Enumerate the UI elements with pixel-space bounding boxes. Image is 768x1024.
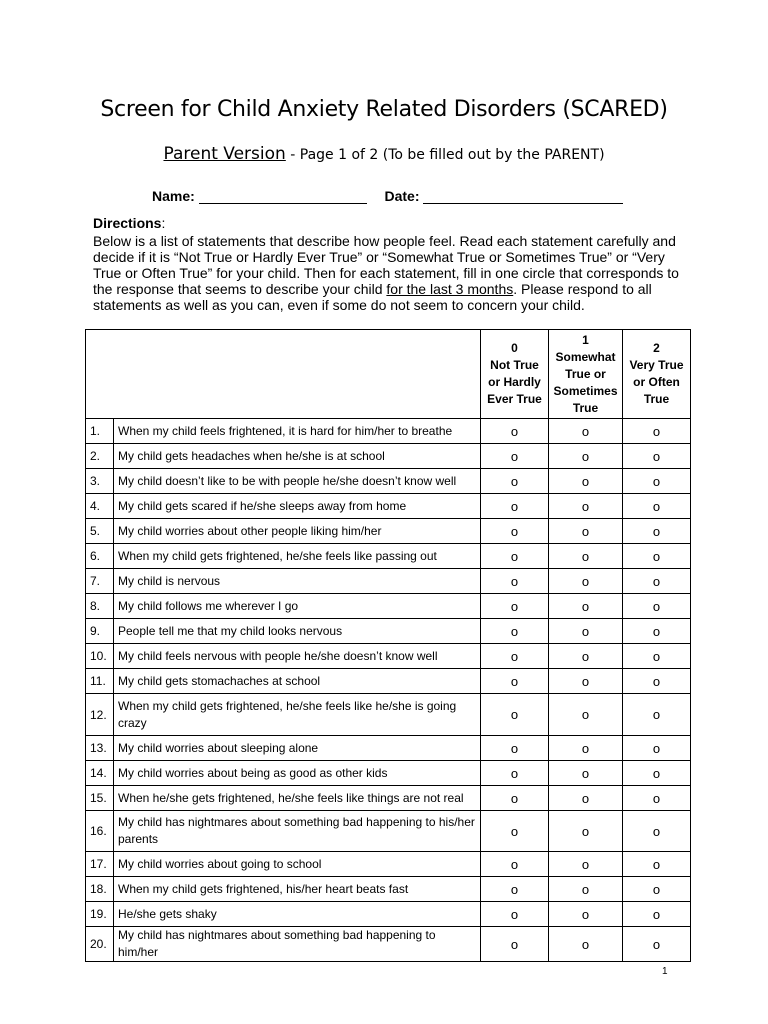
- response-circle-1[interactable]: o: [549, 736, 623, 761]
- response-circle-1[interactable]: o: [549, 419, 623, 444]
- response-circle-1[interactable]: o: [549, 594, 623, 619]
- response-circle-0[interactable]: o: [481, 569, 549, 594]
- response-circle-1[interactable]: o: [549, 644, 623, 669]
- item-text: When my child gets frightened, he/she feels like he/she is going crazy: [114, 694, 481, 736]
- item-number: 3.: [86, 469, 114, 494]
- response-circle-0[interactable]: o: [481, 594, 549, 619]
- page-number: 1: [662, 966, 668, 977]
- item-text: When he/she gets frightened, he/she feels like things are not real: [114, 786, 481, 811]
- response-circle-1[interactable]: o: [549, 544, 623, 569]
- table-row: [86, 736, 691, 761]
- item-text: My child worries about sleeping alone: [114, 736, 481, 761]
- header-blank: [86, 330, 481, 419]
- item-text: My child gets headaches when he/she is at school: [114, 444, 481, 469]
- response-circle-1[interactable]: o: [549, 619, 623, 644]
- item-text: My child worries about other people liking him/her: [114, 519, 481, 544]
- item-text: He/she gets shaky: [114, 902, 481, 927]
- response-circle-1[interactable]: o: [549, 569, 623, 594]
- item-text: My child follows me wherever I go: [114, 594, 481, 619]
- table-row: [86, 811, 691, 852]
- response-circle-2[interactable]: o: [623, 761, 691, 786]
- item-number: 7.: [86, 569, 114, 594]
- response-circle-2[interactable]: o: [623, 544, 691, 569]
- item-number: 6.: [86, 544, 114, 569]
- date-label: Date: [384, 188, 415, 204]
- item-number: 13.: [86, 736, 114, 761]
- response-circle-2[interactable]: o: [623, 786, 691, 811]
- response-circle-0[interactable]: o: [481, 694, 549, 736]
- response-circle-1[interactable]: o: [549, 444, 623, 469]
- item-text: My child is nervous: [114, 569, 481, 594]
- response-circle-0[interactable]: o: [481, 619, 549, 644]
- item-number: 10.: [86, 644, 114, 669]
- response-circle-2[interactable]: o: [623, 419, 691, 444]
- response-circle-2[interactable]: o: [623, 644, 691, 669]
- response-circle-2[interactable]: o: [623, 519, 691, 544]
- response-circle-1[interactable]: o: [549, 694, 623, 736]
- item-number: 16.: [86, 811, 114, 852]
- response-circle-0[interactable]: o: [481, 786, 549, 811]
- item-text: My child gets scared if he/she sleeps away from home: [114, 494, 481, 519]
- item-text: My child has nightmares about something bad happening to his/her parents: [114, 811, 481, 852]
- item-number: 11.: [86, 669, 114, 694]
- item-number: 20.: [86, 927, 114, 962]
- response-circle-2[interactable]: o: [623, 902, 691, 927]
- response-circle-2[interactable]: o: [623, 594, 691, 619]
- column-header-1: 1 Somewhat True or Sometimes True: [549, 330, 623, 419]
- item-text: My child has nightmares about something bad happening to him/her: [114, 927, 481, 962]
- item-text: When my child gets frightened, his/her heart beats fast: [114, 877, 481, 902]
- item-number: 4.: [86, 494, 114, 519]
- response-circle-1[interactable]: o: [549, 469, 623, 494]
- response-circle-1[interactable]: o: [549, 786, 623, 811]
- response-circle-0[interactable]: o: [481, 444, 549, 469]
- response-circle-0[interactable]: o: [481, 927, 549, 962]
- response-circle-2[interactable]: o: [623, 736, 691, 761]
- response-circle-2[interactable]: o: [623, 927, 691, 962]
- item-text: People tell me that my child looks nervous: [114, 619, 481, 644]
- item-text: My child doesn’t like to be with people he/she doesn’t know well: [114, 469, 481, 494]
- item-text: My child worries about being as good as other kids: [114, 761, 481, 786]
- response-circle-1[interactable]: o: [549, 669, 623, 694]
- version-label: Parent Version: [163, 144, 286, 164]
- item-text: My child feels nervous with people he/she doesn’t know well: [114, 644, 481, 669]
- response-circle-2[interactable]: o: [623, 494, 691, 519]
- table-row: [86, 927, 691, 962]
- table-row: [86, 519, 691, 544]
- item-number: 5.: [86, 519, 114, 544]
- response-circle-2[interactable]: o: [623, 444, 691, 469]
- subtitle: [0, 144, 768, 164]
- response-circle-0[interactable]: o: [481, 902, 549, 927]
- item-number: 17.: [86, 852, 114, 877]
- name-date-row: Name: Date:: [152, 188, 623, 204]
- response-circle-2[interactable]: o: [623, 694, 691, 736]
- name-label: Name: [152, 188, 191, 204]
- table-row: [86, 786, 691, 811]
- subtitle-rest: - Page 1 of 2 (To be filled out by the PARENT): [285, 147, 605, 163]
- response-circle-0[interactable]: o: [481, 761, 549, 786]
- page-title: Screen for Child Anxiety Related Disorders (SCARED): [100, 97, 668, 122]
- response-circle-0[interactable]: o: [481, 494, 549, 519]
- table-row: [86, 644, 691, 669]
- table-row: [86, 902, 691, 927]
- table-row: [86, 594, 691, 619]
- item-text: When my child gets frightened, he/she feels like passing out: [114, 544, 481, 569]
- response-circle-0[interactable]: o: [481, 419, 549, 444]
- response-circle-1[interactable]: o: [549, 811, 623, 852]
- column-header-2: 2 Very True or Often True: [623, 330, 691, 419]
- name-field[interactable]: [199, 189, 367, 204]
- response-circle-1[interactable]: o: [549, 852, 623, 877]
- table-row: [86, 469, 691, 494]
- response-circle-0[interactable]: o: [481, 519, 549, 544]
- response-circle-1[interactable]: o: [549, 927, 623, 962]
- response-circle-2[interactable]: o: [623, 877, 691, 902]
- item-number: 18.: [86, 877, 114, 902]
- response-circle-1[interactable]: o: [549, 877, 623, 902]
- response-circle-2[interactable]: o: [623, 469, 691, 494]
- table-row: [86, 419, 691, 444]
- date-field[interactable]: [423, 189, 623, 204]
- table-row: [86, 544, 691, 569]
- item-number: 12.: [86, 694, 114, 736]
- table-row: [86, 444, 691, 469]
- response-circle-1[interactable]: o: [549, 519, 623, 544]
- response-circle-2[interactable]: o: [623, 569, 691, 594]
- response-circle-2[interactable]: o: [623, 852, 691, 877]
- response-circle-1[interactable]: o: [549, 902, 623, 927]
- directions-text: Below is a list of statements that describe how people feel. Read each statement carefully and decide if it is “Not True or Hardly Ever True” or “Somewhat True or Sometimes True” or “Very True or Often True” for your child. Then for each statement, fill in one circle that corresponds to the response that seems to describe your child for the last 3 months. Please respond to all statements as well as you can, even if some do not seem to concern your child.: [93, 233, 679, 313]
- response-circle-2[interactable]: o: [623, 669, 691, 694]
- response-circle-0[interactable]: o: [481, 469, 549, 494]
- table-row: [86, 494, 691, 519]
- item-text: My child gets stomachaches at school: [114, 669, 481, 694]
- response-circle-0[interactable]: o: [481, 811, 549, 852]
- table-row: [86, 852, 691, 877]
- questionnaire-table: [85, 329, 691, 962]
- response-circle-2[interactable]: o: [623, 619, 691, 644]
- directions-heading: Directions:: [93, 215, 166, 231]
- table-row: [86, 569, 691, 594]
- column-header-0: 0 Not True or Hardly Ever True: [481, 330, 549, 419]
- response-circle-0[interactable]: o: [481, 852, 549, 877]
- table-row: [86, 694, 691, 736]
- item-number: 2.: [86, 444, 114, 469]
- item-number: 8.: [86, 594, 114, 619]
- item-text: My child worries about going to school: [114, 852, 481, 877]
- table-row: [86, 669, 691, 694]
- item-number: 19.: [86, 902, 114, 927]
- item-text: When my child feels frightened, it is hard for him/her to breathe: [114, 419, 481, 444]
- response-circle-0[interactable]: o: [481, 736, 549, 761]
- table-row: [86, 877, 691, 902]
- response-circle-0[interactable]: o: [481, 644, 549, 669]
- item-number: 1.: [86, 419, 114, 444]
- item-number: 14.: [86, 761, 114, 786]
- item-number: 15.: [86, 786, 114, 811]
- response-circle-2[interactable]: o: [623, 811, 691, 852]
- table-row: [86, 761, 691, 786]
- response-circle-0[interactable]: o: [481, 544, 549, 569]
- response-circle-1[interactable]: o: [549, 761, 623, 786]
- header-row: [86, 330, 691, 419]
- item-number: 9.: [86, 619, 114, 644]
- response-circle-1[interactable]: o: [549, 494, 623, 519]
- table-row: [86, 619, 691, 644]
- response-circle-0[interactable]: o: [481, 669, 549, 694]
- response-circle-0[interactable]: o: [481, 877, 549, 902]
